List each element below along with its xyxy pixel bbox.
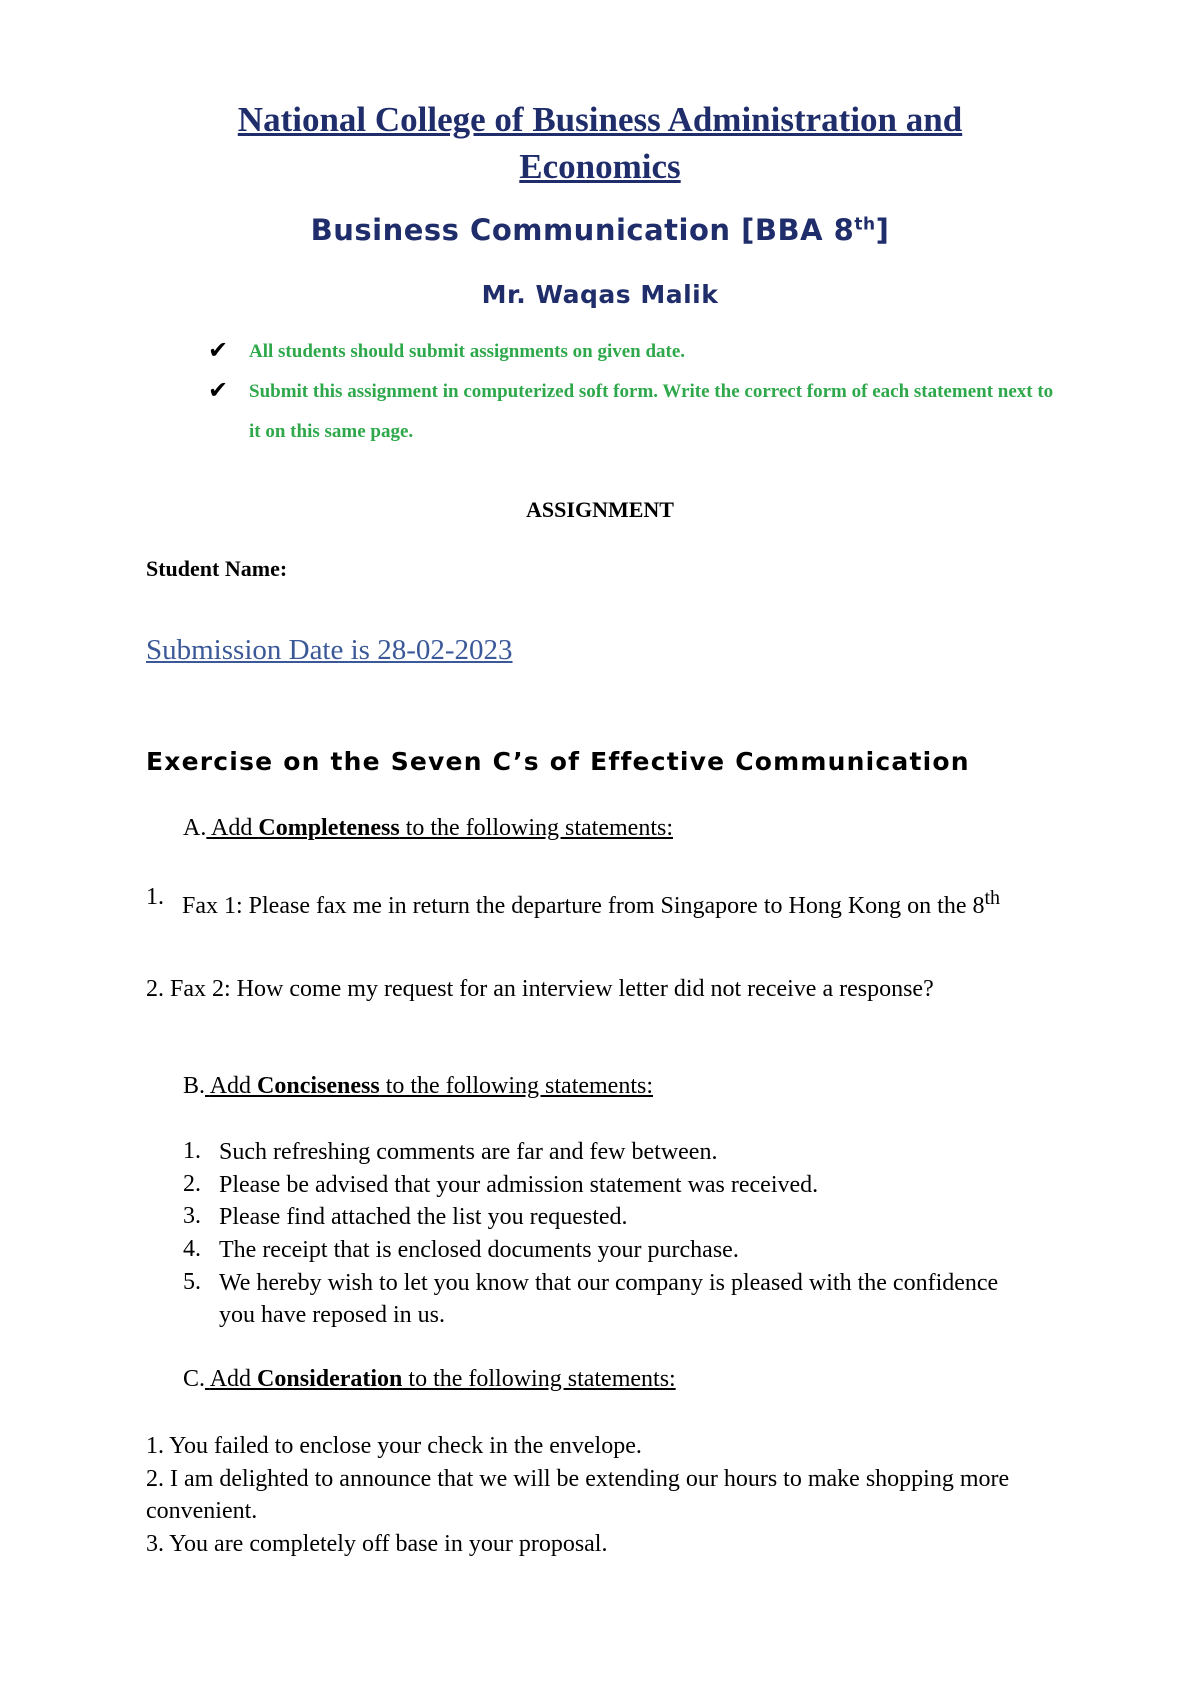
item-number: 2.	[146, 976, 164, 1002]
item-text: The receipt that is enclosed documents your purchase.	[219, 1237, 739, 1263]
checkmark-icon: ✔	[208, 336, 229, 364]
item-text: Such refreshing comments are far and few between.	[219, 1139, 718, 1165]
item-superscript: th	[984, 887, 1001, 909]
item-text: We hereby wish to let you know that our company is pleased with the confidence you have reposed in us.	[219, 1270, 999, 1328]
list-item	[146, 1528, 1026, 1560]
course-bracket: ]	[875, 213, 890, 247]
note-item	[205, 372, 1055, 452]
section-keyword: Consideration	[257, 1366, 403, 1392]
section-suffix: to the following statements:	[399, 815, 673, 841]
item-number: 1.	[183, 1138, 201, 1164]
list-item	[146, 1430, 1026, 1462]
item-number: 4.	[183, 1236, 201, 1262]
course-name: Business Communication [BBA 8	[310, 213, 855, 247]
section-keyword: Conciseness	[257, 1073, 380, 1099]
item-text: Fax 2: How come my request for an interview letter did not receive a response?	[170, 976, 934, 1002]
section-suffix: to the following statements:	[379, 1073, 654, 1099]
item-number: 1.	[146, 1433, 164, 1459]
item-number: 5.	[183, 1269, 201, 1295]
item-text: Please be advised that your admission statement was received.	[219, 1172, 819, 1198]
submission-date: Submission Date is 28-02-2023	[146, 634, 513, 666]
college-title: National College of Business Administration and Economics	[237, 100, 963, 186]
section-heading-conciseness	[183, 1073, 653, 1100]
list-item	[146, 973, 1026, 1005]
note-item	[205, 332, 1055, 372]
item-text: You are completely off base in your proposal.	[169, 1531, 608, 1557]
student-name-label: Student Name:	[146, 556, 288, 581]
note-text: Submit this assignment in computerized soft form. Write the correct form of each statement next to it on this same page.	[249, 381, 1054, 442]
section-letter: A.	[183, 815, 207, 841]
course-title	[0, 213, 1200, 247]
item-number: 1.	[146, 884, 164, 910]
course-superscript: th	[854, 214, 876, 235]
section-heading-consideration	[183, 1366, 676, 1393]
section-heading-completeness	[183, 815, 673, 842]
section-letter: B.	[183, 1073, 206, 1099]
item-number: 2.	[183, 1171, 201, 1197]
teacher-name: Mr. Waqas Malik	[481, 280, 719, 309]
item-text: I am delighted to announce that we will be extending our hours to make shopping more convenient.	[146, 1466, 1010, 1524]
item-text: You failed to enclose your check in the envelope.	[169, 1433, 642, 1459]
assignment-heading: ASSIGNMENT	[526, 497, 674, 522]
section-prefix: Add	[211, 815, 259, 841]
section-keyword: Completeness	[258, 815, 400, 841]
note-text: All students should submit assignments on given date.	[249, 341, 686, 362]
item-number: 3.	[146, 1531, 164, 1557]
list-item	[146, 1463, 1026, 1527]
checkmark-icon: ✔	[208, 376, 229, 404]
instruction-notes	[205, 332, 1055, 452]
item-text: Fax 1: Please fax me in return the departure from Singapore to Hong Kong on the 8th	[182, 887, 1001, 919]
section-letter: C.	[183, 1366, 206, 1392]
section-suffix: to the following statements:	[402, 1366, 676, 1392]
section-prefix: Add	[209, 1073, 258, 1099]
section-prefix: Add	[209, 1366, 258, 1392]
item-number: 3.	[183, 1203, 201, 1229]
exercise-title: Exercise on the Seven C’s of Effective Communication	[146, 747, 970, 776]
item-number: 2.	[146, 1466, 164, 1492]
item-text: Please find attached the list you requested.	[219, 1204, 628, 1230]
